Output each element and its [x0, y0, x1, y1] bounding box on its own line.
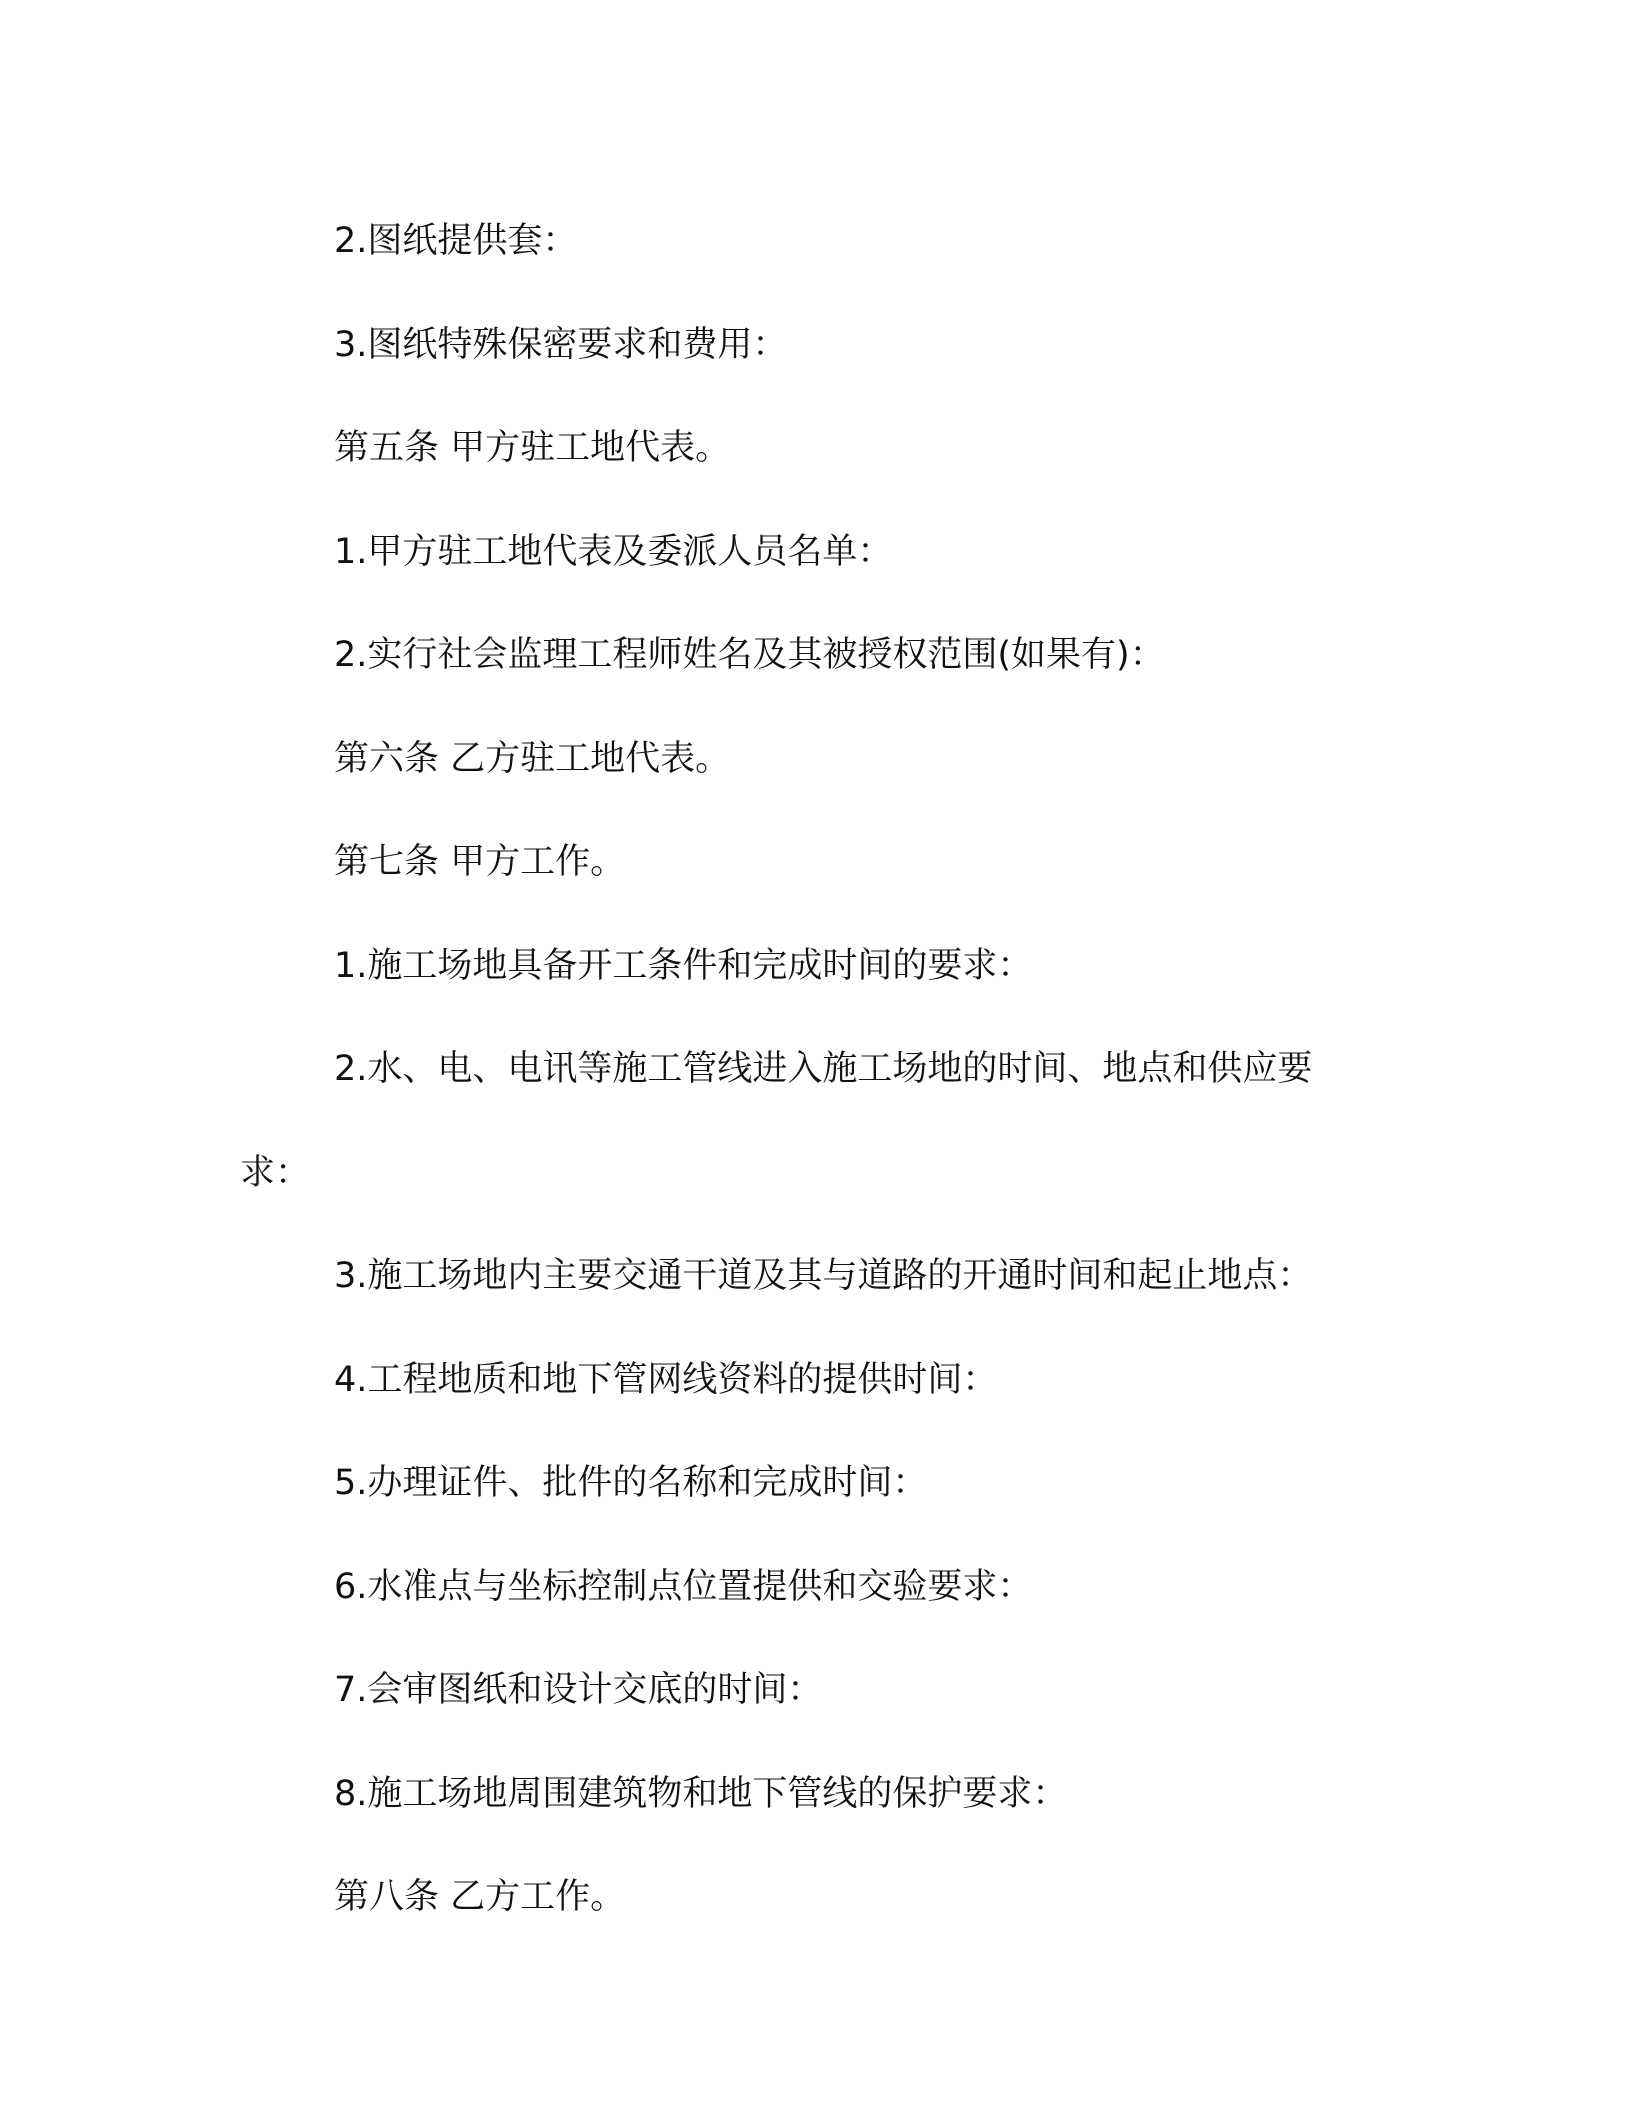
paragraph: 3.图纸特殊保密要求和费用： [334, 324, 788, 365]
paragraph: 8.施工场地周围建筑物和地下管线的保护要求： [334, 1773, 1068, 1814]
paragraph: 2.图纸提供套： [334, 221, 578, 261]
section-heading: 第七条 甲方工作。 [334, 842, 626, 882]
paragraph: 5.办理证件、批件的名称和完成时间： [334, 1463, 928, 1503]
paragraph: 2.水、电、电讯等施工管线进入施工场地的时间、地点和供应要求： [240, 1049, 1313, 1193]
paragraph: 6.水准点与坐标控制点位置提供和交验要求： [334, 1566, 1033, 1607]
section-heading: 第八条 乙方工作。 [334, 1877, 626, 1917]
paragraph: 2.实行社会监理工程师姓名及其被授权范围(如果有)： [334, 635, 1165, 675]
document-body [240, 190, 1380, 1950]
paragraph: 7.会审图纸和设计交底的时间： [334, 1670, 823, 1710]
paragraph: 3.施工场地内主要交通干道及其与道路的开通时间和起止地点： [334, 1256, 1313, 1296]
paragraph: 4.工程地质和地下管网线资料的提供时间： [334, 1359, 998, 1400]
section-heading: 第五条 甲方驻工地代表。 [334, 428, 731, 468]
section-heading: 第六条 乙方驻工地代表。 [334, 738, 731, 779]
paragraph: 1.甲方驻工地代表及委派人员名单： [334, 531, 893, 572]
paragraph: 1.施工场地具备开工条件和完成时间的要求： [334, 945, 1033, 986]
